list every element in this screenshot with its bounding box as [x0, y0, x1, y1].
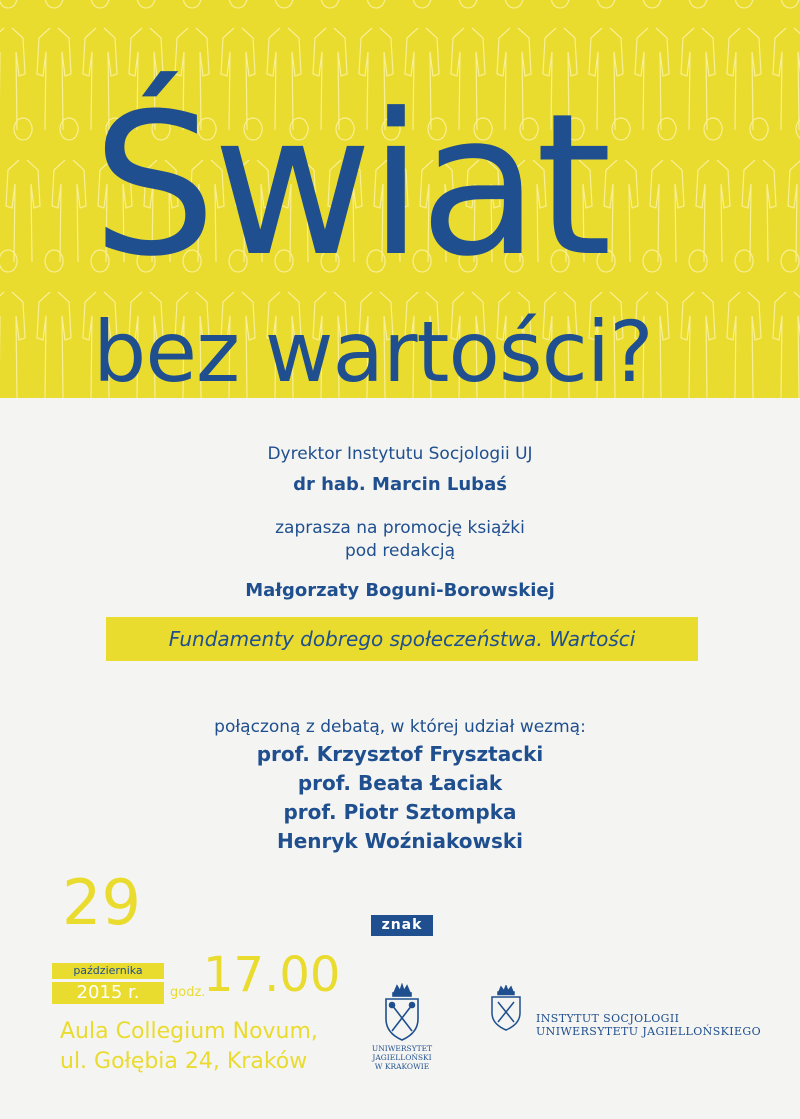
time-prefix: godz. [170, 985, 206, 1000]
institute-label-line-1: INSTYTUT SOCJOLOGII [536, 1012, 680, 1025]
participant: prof. Piotr Sztompka [283, 800, 517, 824]
silhouette-figure [6, 118, 40, 262]
venue-line-2: ul. Gołębia 24, Kraków [60, 1049, 308, 1074]
invitation-line-1: zaprasza na promocję książki [275, 518, 525, 538]
event-year: 2015 r. [52, 982, 164, 1004]
debate-intro: połączoną z debatą, w której udział wezmą: [214, 717, 586, 737]
host-name: dr hab. Marcin Lubaś [293, 474, 507, 495]
book-title-banner [106, 617, 698, 661]
uj-label-line-1: UNIWERSYTET [371, 1044, 433, 1053]
silhouette-figure [0, 250, 25, 398]
header-banner [0, 0, 800, 398]
invitation-line-2: pod redakcją [344, 541, 455, 561]
book-title: Fundamenty dobrego społeczeństwa. Wartości [168, 627, 636, 651]
silhouette-figure [37, 0, 71, 130]
silhouette-figure [773, 250, 800, 398]
participant: prof. Beata Łaciak [297, 771, 503, 795]
silhouette-figure [635, 0, 669, 130]
znak-publisher-logo: znak [371, 915, 433, 936]
institute-label-line-2: UNIWERSYTETU JAGIELLOŃSKIEGO [536, 1025, 762, 1038]
participant: prof. Krzysztof Frysztacki [256, 742, 544, 766]
institute-crest-icon [483, 985, 529, 1031]
poster-title: Świat [92, 72, 609, 300]
silhouette-figure [788, 118, 800, 262]
editor-name: Małgorzaty Boguni-Borowskiej [245, 580, 555, 601]
uj-label-line-3: W KRAKOWIE [374, 1062, 430, 1071]
silhouette-figure [727, 0, 761, 130]
event-day: 29 [62, 866, 141, 939]
uj-name [352, 1044, 452, 1071]
event-venue [60, 1017, 318, 1077]
silhouette-figure [727, 250, 761, 398]
uj-crest-icon [372, 983, 432, 1043]
poster-subtitle: bez wartości? [93, 303, 653, 398]
silhouette-figure [37, 250, 71, 398]
silhouette-figure [0, 0, 25, 130]
participants-list [0, 740, 800, 856]
host-role: Dyrektor Instytutu Socjologii UJ [267, 444, 533, 464]
silhouette-figure [696, 118, 730, 262]
event-time: 17.00 [203, 947, 341, 1003]
silhouette-figure [773, 0, 800, 130]
silhouette-figure [742, 118, 776, 262]
silhouette-figure [604, 118, 638, 262]
silhouette-figure [681, 0, 715, 130]
silhouette-figure [650, 118, 684, 262]
venue-line-1: Aula Collegium Novum, [60, 1019, 318, 1044]
silhouette-figure [52, 118, 86, 262]
institute-name [536, 1012, 761, 1038]
participant: Henryk Woźniakowski [276, 829, 524, 853]
uj-label-line-2: JAGIELLOŃSKI [372, 1053, 432, 1062]
silhouette-figure [681, 250, 715, 398]
event-month: października [52, 963, 164, 979]
